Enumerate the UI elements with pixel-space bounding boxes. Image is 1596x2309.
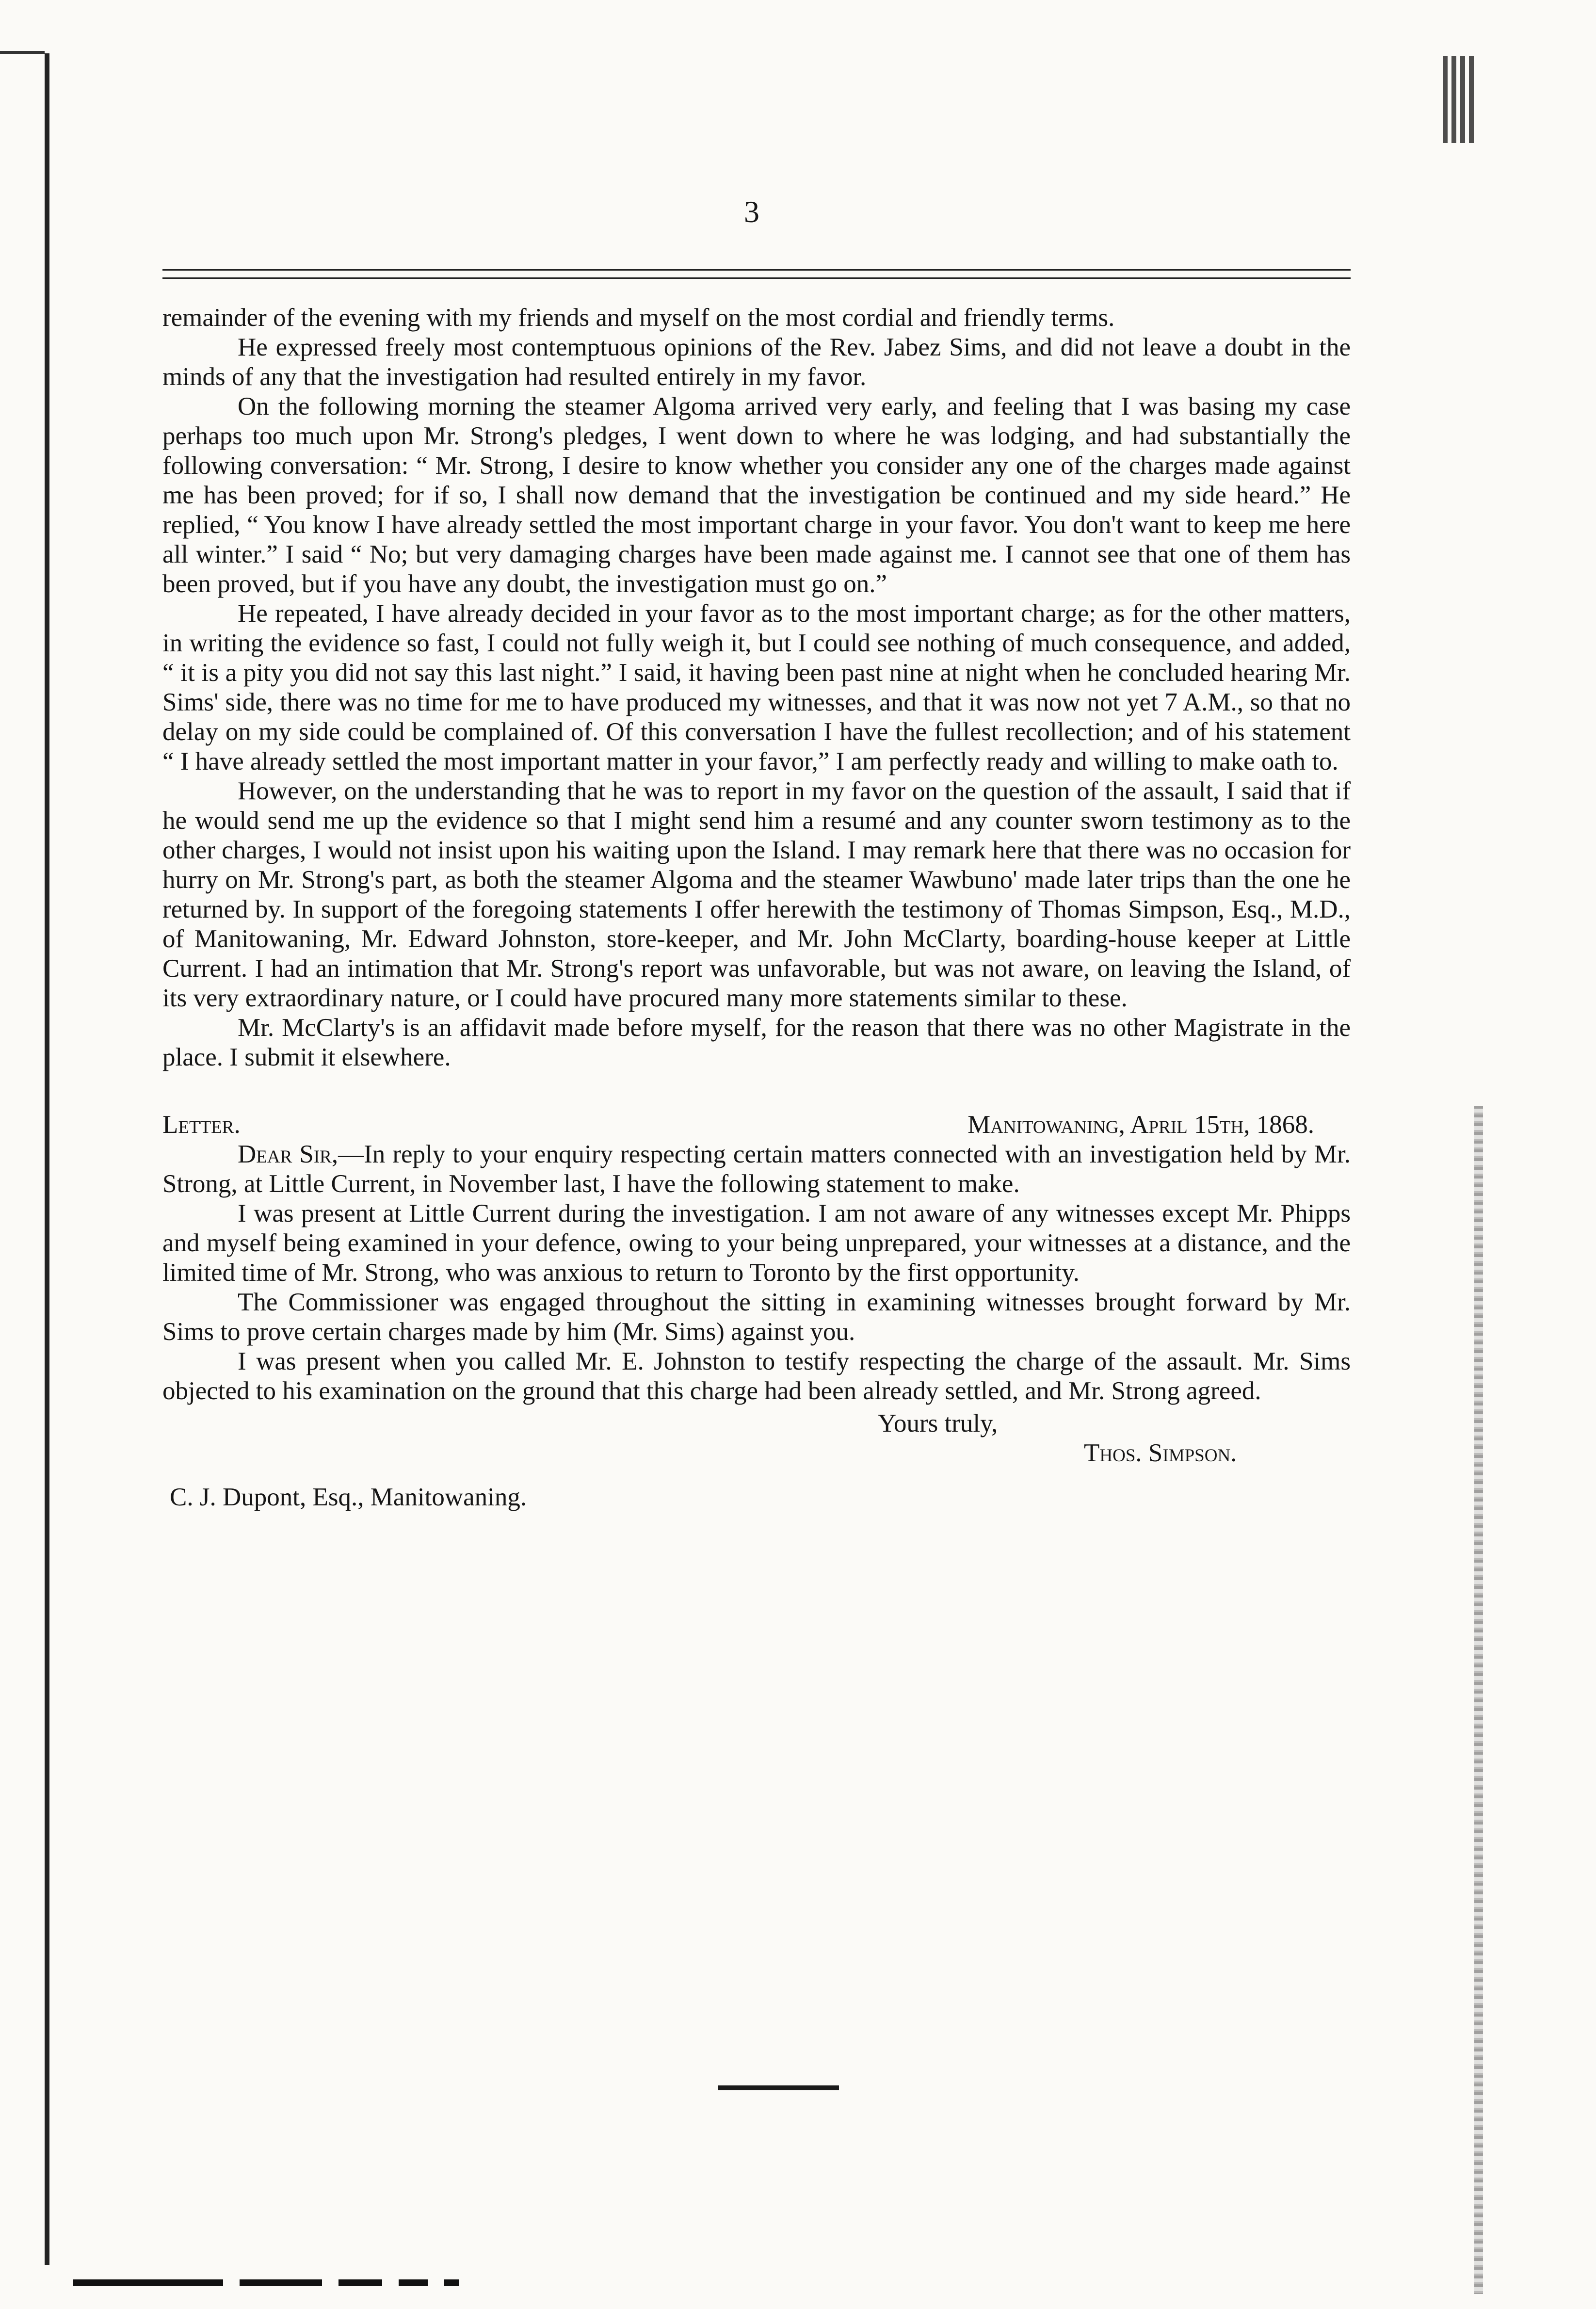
page-number: 3 bbox=[744, 194, 759, 229]
letter-paragraph: I was present at Little Current during the investigation. I am not aware of any witnesses except Mr. Phipps and myself being examined in your defence, owing to your being unprepared, your witnesses at a distance, and the limited time of Mr. Strong, who was anxious to return to Toronto by the first opportunity. bbox=[162, 1199, 1351, 1287]
paragraph: He expressed freely most contemptuous opinions of the Rev. Jabez Sims, and did not leave a doubt in the minds of any that the investigation had resulted entirely in my favor. bbox=[162, 333, 1351, 391]
letter-closing: Yours truly, bbox=[878, 1409, 998, 1437]
letter-signature: Thos. Simpson. bbox=[1084, 1439, 1237, 1467]
letter-paragraph: The Commissioner was engaged throughout the sitting in examining witnesses brought forward by Mr. Sims to prove certain charges made by him (Mr. Sims) against you. bbox=[162, 1288, 1351, 1346]
letter-paragraph-text: —In reply to your enquiry respecting certain matters connected with an investigation held by Mr. Strong, at Little Current, in November last, I have the following statement to make. bbox=[162, 1140, 1351, 1198]
end-rule bbox=[718, 2085, 839, 2090]
page-edge-top bbox=[0, 51, 45, 54]
letter-salutation: Dear Sir, bbox=[238, 1140, 339, 1168]
paragraph: On the following morning the steamer Algoma arrived very early, and feeling that I was basing my case perhaps too much upon Mr. Strong's pledges, I went down to where he was lodging, and had substantially the following conversation: “ Mr. Strong, I desire to know whether you consider any one of the charges made against me has been proved; for if so, I shall now demand that the investigation be continued and my side heard.” He replied, “ You know I have already settled the most important charge in your favor. You don't want to keep me here all winter.” I said “ No; but very damaging charges have been made against me. I cannot see that one of them has been proved, but if you have any doubt, the investigation must go on.” bbox=[162, 392, 1351, 598]
page-edge-right bbox=[1474, 1106, 1483, 2294]
header-rule-second bbox=[162, 277, 1351, 279]
letter-heading bbox=[162, 1110, 1351, 1140]
letter-label: Letter. bbox=[162, 1111, 241, 1139]
letter-paragraph bbox=[162, 1140, 1351, 1199]
paragraph: remainder of the evening with my friends and myself on the most cordial and friendly terms. bbox=[162, 304, 1115, 332]
letter-paragraph: I was present when you called Mr. E. Johnston to testify respecting the charge of the assault. Mr. Sims objected to his examination on the ground that this charge had been already settled, and Mr. Strong agreed. bbox=[162, 1347, 1351, 1405]
paragraph: However, on the understanding that he was to report in my favor on the question of the assault, I said that if he would send me up the evidence so that I might send him a resumé and any counter sworn testimony as to the other charges, I would not insist upon his waiting upon the Island. I may remark here that there was no occasion for hurry on Mr. Strong's part, as both the steamer Algoma and the steamer Wawbuno' made later trips than the one he returned by. In support of the foregoing statements I offer herewith the testimony of Thomas Simpson, Esq., M.D., of Manitowaning, Mr. Edward Johnston, store-keeper, and Mr. John McClarty, boarding-house keeper at Little Current. I had an intimation that Mr. Strong's report was unfavorable, but was not aware, on leaving the Island, of its very extraordinary nature, or I could have procured many more statements similar to these. bbox=[162, 777, 1351, 1012]
paragraph: Mr. McClarty's is an affidavit made before myself, for the reason that there was no other Magistrate in the place. I submit it elsewhere. bbox=[162, 1014, 1351, 1071]
page-edge-right-top bbox=[1443, 56, 1477, 143]
page-body bbox=[162, 303, 1351, 1512]
header-rule bbox=[162, 269, 1351, 271]
bottom-edge-marks bbox=[73, 2279, 475, 2288]
letter-place-date: Manitowaning, April 15th, 1868. bbox=[967, 1111, 1314, 1139]
paragraph: He repeated, I have already decided in your favor as to the most important charge; as for the other matters, in writing the evidence so fast, I could not fully weigh it, but I could see nothing of much consequence, and added, “ it is a pity you did not say this last night.” I said, it having been past nine at night when he concluded hearing Mr. Sims' side, there was no time for me to have produced my witnesses, and that it was now not yet 7 A.M., so that no delay on my side could be complained of. Of this conversation I have the fullest recollection; and of his statement “ I have already settled the most important matter in your favor,” I am perfectly ready and willing to make oath to. bbox=[162, 599, 1351, 775]
page-edge-left bbox=[45, 53, 49, 2265]
letter-addressee: C. J. Dupont, Esq., Manitowaning. bbox=[170, 1483, 527, 1511]
